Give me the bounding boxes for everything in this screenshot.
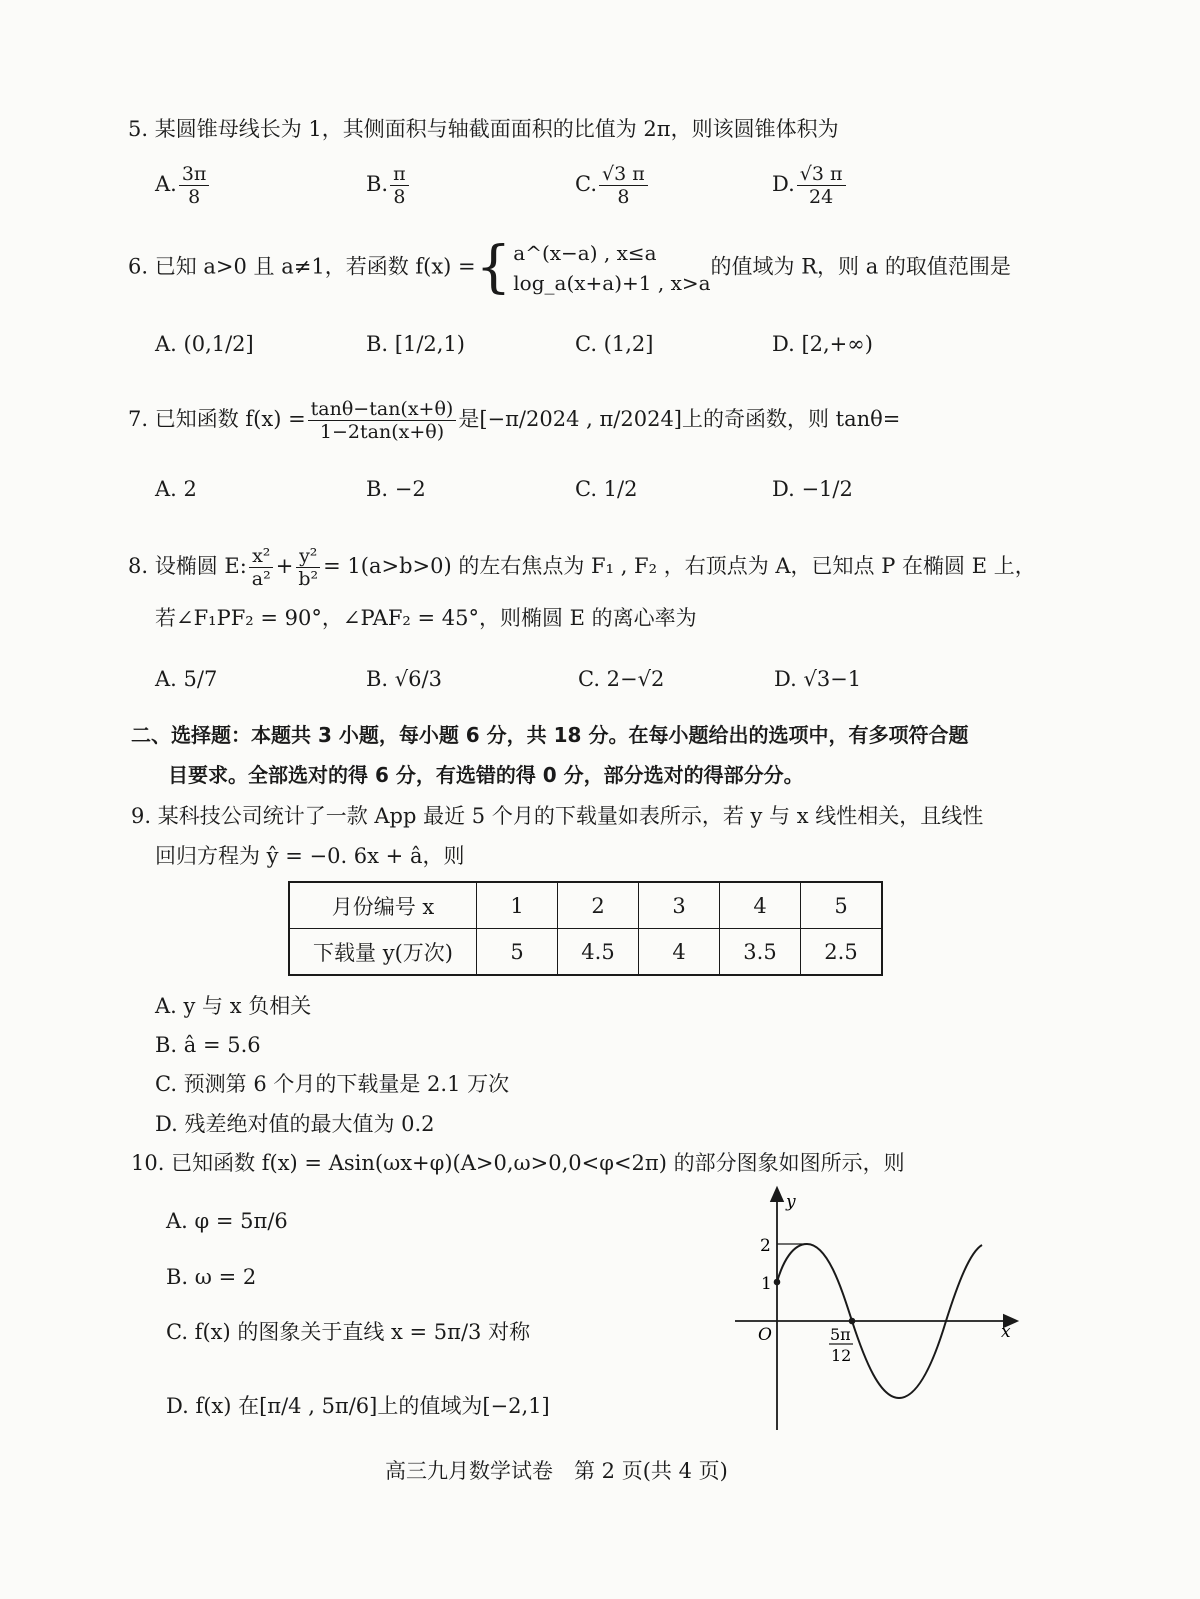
q6-option-b: B. [1/2,1): [366, 332, 466, 356]
q9-stem-line2: 回归方程为 ŷ = −0. 6x + â，则: [155, 844, 465, 868]
table-cell: 4: [720, 882, 801, 929]
q7-option-c: C. 1/2: [575, 477, 638, 501]
sine-graph: [720, 1185, 1020, 1435]
page-footer: 高三九月数学试卷 第 2 页(共 4 页): [385, 1459, 728, 1483]
q7-option-a: A. 2: [155, 477, 197, 501]
section2-heading-line2: 目要求。全部选对的得 6 分，有选错的得 0 分，部分选对的得部分分。: [168, 763, 804, 787]
q6-option-a: A. (0,1/2]: [155, 332, 254, 356]
table-cell: 5: [477, 929, 558, 976]
table-cell: 4: [639, 929, 720, 976]
q5-stem: 5. 某圆锥母线长为 1，其侧面积与轴截面面积的比值为 2π，则该圆锥体积为: [128, 117, 839, 141]
q6-case-2: log_a(x+a)+1 , x>a: [513, 271, 711, 295]
q7-option-b: B. −2: [366, 477, 426, 501]
table-cell: 1: [477, 882, 558, 929]
origin-label: O: [758, 1325, 772, 1345]
q8-stem: 8. 设椭圆 E: $\frac{\text{x²}}{\text{a²}}$ + $\frac{\text{y²}}{\text{b²}}$ = 1(a>b>0) 的左右焦点为 F₁ , F₂ ，右顶点为 A，已知点 P 在椭圆 E 上，: [128, 545, 1036, 590]
table-row: [289, 929, 882, 976]
y-tick-1: 1: [761, 1274, 772, 1294]
q9-option-b: B. â = 5.6: [155, 1033, 261, 1057]
q9-stem: 9. 某科技公司统计了一款 App 最近 5 个月的下载量如表所示，若 y 与 x 线性相关，且线性: [131, 804, 984, 828]
q9-option-d: D. 残差绝对值的最大值为 0.2: [155, 1112, 435, 1136]
table-cell: 2.5: [801, 929, 883, 976]
section2-heading: 二、选择题：本题共 3 小题，每小题 6 分，共 18 分。在每小题给出的选项中，有多项符合题: [131, 723, 969, 747]
x-tick-numerator: 5π: [830, 1325, 851, 1344]
q8-option-a: A. 5/7: [155, 667, 218, 691]
q8-line2: 若∠F₁PF₂ = 90°，∠PAF₂ = 45°，则椭圆 E 的离心率为: [155, 606, 697, 630]
y-axis-label: y: [786, 1192, 796, 1212]
q8-option-b: B. √6/3: [366, 667, 442, 691]
q10-stem: 10. 已知函数 f(x) = Asin(ωx+φ)(A>0,ω>0,0<φ<2π) 的部分图象如图所示，则: [131, 1151, 905, 1175]
q5-option-d: D. $\frac{√3 \pi}{24}$: [772, 163, 848, 208]
q10-option-a: A. φ = 5π/6: [166, 1209, 288, 1233]
q7-option-d: D. −1/2: [772, 477, 853, 501]
table-cell: 3: [639, 882, 720, 929]
x-tick-denominator: 12: [831, 1346, 852, 1365]
q7-stem: 7. 已知函数 f(x) = $\frac{\tan\theta-\tan(x+\theta)}{1-2\tan(x+\theta)}$ 是[−π/2024 , π/2024]上的奇函数，则 tanθ=: [128, 398, 901, 443]
q8-option-d: D. √3−1: [774, 667, 862, 691]
q6-option-c: C. (1,2]: [575, 332, 654, 356]
q6-case-1: a^(x−a) , x≤a: [513, 241, 657, 265]
table-header-cell: 月份编号 x: [289, 882, 477, 929]
q10-option-b: B. ω = 2: [166, 1265, 257, 1289]
table-header-cell: 下载量 y(万次): [289, 929, 477, 976]
q5-option-a: A. $\frac{3\pi}{8}$: [155, 163, 211, 208]
intercept-point: [774, 1279, 781, 1286]
zero-point: [849, 1318, 856, 1325]
x-axis-label: x: [1001, 1322, 1011, 1342]
q6-option-d: D. [2,+∞): [772, 332, 873, 356]
q8-option-c: C. 2−√2: [578, 667, 665, 691]
q9-option-c: C. 预测第 6 个月的下载量是 2.1 万次: [155, 1072, 510, 1096]
table-row: [289, 882, 882, 929]
table-cell: 2: [558, 882, 639, 929]
q9-option-a: A. y 与 x 负相关: [155, 994, 312, 1018]
q10-option-c: C. f(x) 的图象关于直线 x = 5π/3 对称: [166, 1320, 531, 1344]
q6-stem: 6. 已知 a>0 且 a≠1，若函数 f(x) ={ a^(x−a) , x≤a log_a(x+a)+1 , x>a 的值域为 R，则 a 的取值范围是: [128, 235, 1011, 300]
q5-option-c: C. $\frac{√3 \pi}{8}$: [575, 163, 650, 208]
q10-option-d: D. f(x) 在[π/4 , 5π/6]上的值域为[−2,1]: [166, 1394, 550, 1418]
y-tick-2: 2: [760, 1236, 771, 1256]
table-cell: 4.5: [558, 929, 639, 976]
table-cell: 3.5: [720, 929, 801, 976]
download-table: [288, 881, 883, 976]
q5-option-b: B. $\frac{\pi}{8}$: [366, 163, 411, 208]
table-cell: 5: [801, 882, 883, 929]
